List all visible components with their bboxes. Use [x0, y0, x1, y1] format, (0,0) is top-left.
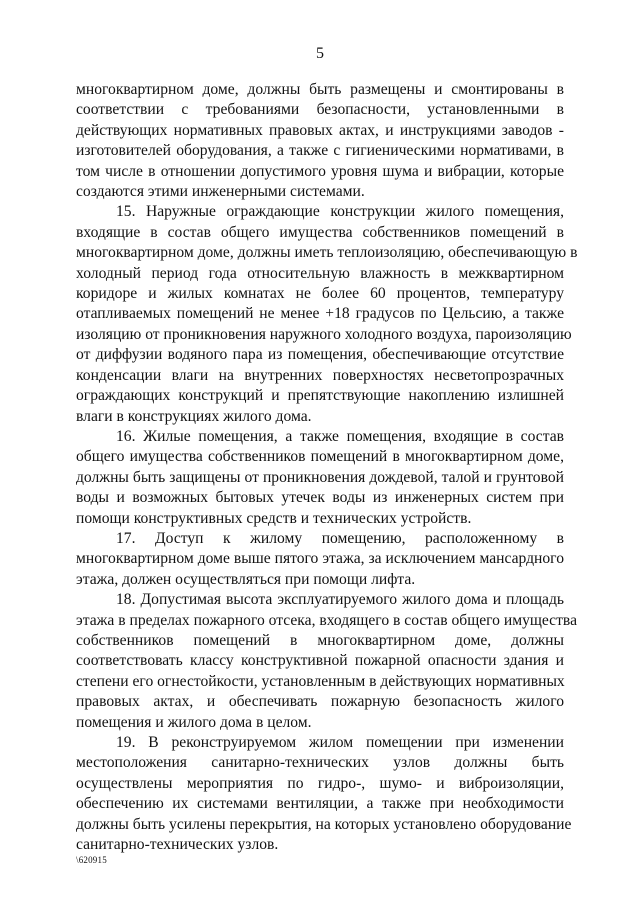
text-line: общего имущества собственников помещений в многоквартирном доме, — [76, 448, 564, 466]
text-line: степени его огнестойкости, установленным в действующих нормативных — [76, 672, 565, 690]
text-line: 18. Допустимая высота эксплуатируемого жилого дома и площадь — [116, 591, 564, 609]
text-line: холодный период года относительную влажность в межквартирном — [76, 264, 564, 282]
text-line: обеспечению их системами вентиляции, а также при необходимости — [76, 795, 564, 813]
page-number: 5 — [316, 45, 324, 62]
text-line: местоположения санитарно-технических узлов должны быть — [76, 754, 564, 772]
text-line: изоляцию от проникновения наружного холодного воздуха, пароизоляцию — [76, 325, 572, 343]
text-line: 15. Наружные ограждающие конструкции жилого помещения, — [116, 203, 564, 221]
text-line: 16. Жилые помещения, а также помещения, входящие в состав — [116, 427, 564, 445]
text-line: изготовителей оборудования, а также с гигиеническими нормативами, в — [76, 142, 564, 160]
document-code: \620915 — [76, 855, 107, 865]
text-line: действующих нормативных правовых актах, и инструкциями заводов - — [76, 121, 564, 139]
paragraph-18 — [76, 590, 577, 733]
paragraph-16 — [76, 427, 564, 529]
paragraph-19 — [76, 733, 572, 855]
text-line: помещения и жилого дома в целом. — [76, 713, 312, 731]
text-line: правовых актах, и обеспечивать пожарную безопасность жилого — [76, 693, 564, 711]
text-line: создаются этими инженерными системами. — [76, 183, 365, 201]
text-line: входящие в состав общего имущества собственников помещений в — [76, 223, 564, 241]
text-line: отапливаемых помещений не менее +18 градусов по Цельсию, а также — [76, 305, 564, 323]
paragraph-continuation — [76, 80, 564, 202]
paragraph-15 — [76, 202, 578, 426]
text-line: многоквартирном доме выше пятого этажа, за исключением мансардного — [76, 550, 564, 568]
text-line: ограждающих конструкций и препятствующие накоплению излишней — [76, 387, 564, 405]
text-line: этажа, должен осуществляться при помощи лифта. — [76, 570, 416, 588]
text-line: этажа в пределах пожарного отсека, входящего в состав общего имущества — [76, 611, 577, 629]
text-line: санитарно-технических узлов. — [76, 836, 279, 854]
text-line: соответствовать классу конструктивной пожарной опасности здания и — [76, 652, 564, 670]
text-line: 17. Доступ к жилому помещению, расположенному в — [116, 529, 564, 547]
text-line: должны быть защищены от проникновения дождевой, талой и грунтовой — [76, 468, 564, 486]
text-line: многоквартирном доме, должны иметь теплоизоляцию, обеспечивающую в — [76, 244, 578, 262]
text-line: коридоре и жилых комнатах не более 60 процентов, температуру — [76, 285, 564, 303]
text-line: должны быть усилены перекрытия, на которых установлено оборудование — [76, 815, 572, 833]
text-line: конденсации влаги на внутренних поверхностях несветопрозрачных — [76, 366, 564, 384]
text-line: многоквартирном доме, должны быть размещены и смонтированы в — [76, 81, 564, 98]
text-line: осуществлены мероприятия по гидро-, шумо- и виброизоляции, — [76, 774, 564, 792]
document-body — [76, 80, 578, 855]
text-line: соответствии с требованиями безопасности, установленными в — [76, 101, 564, 119]
text-line: помощи конструктивных средств и технических устройств. — [76, 509, 472, 527]
text-line: воды и возможных бытовых утечек воды из инженерных систем при — [76, 489, 564, 507]
text-line: влаги в конструкциях жилого дома. — [76, 407, 312, 425]
text-line: том числе в отношении допустимого уровня шума и вибрации, которые — [76, 162, 564, 180]
text-line: от диффузии водяного пара из помещения, обеспечивающие отсутствие — [76, 346, 564, 364]
paragraph-17 — [76, 529, 564, 590]
text-line: 19. В реконструируемом жилом помещении при изменении — [116, 734, 564, 751]
text-line: собственников помещений в многоквартирном доме, должны — [76, 631, 564, 649]
